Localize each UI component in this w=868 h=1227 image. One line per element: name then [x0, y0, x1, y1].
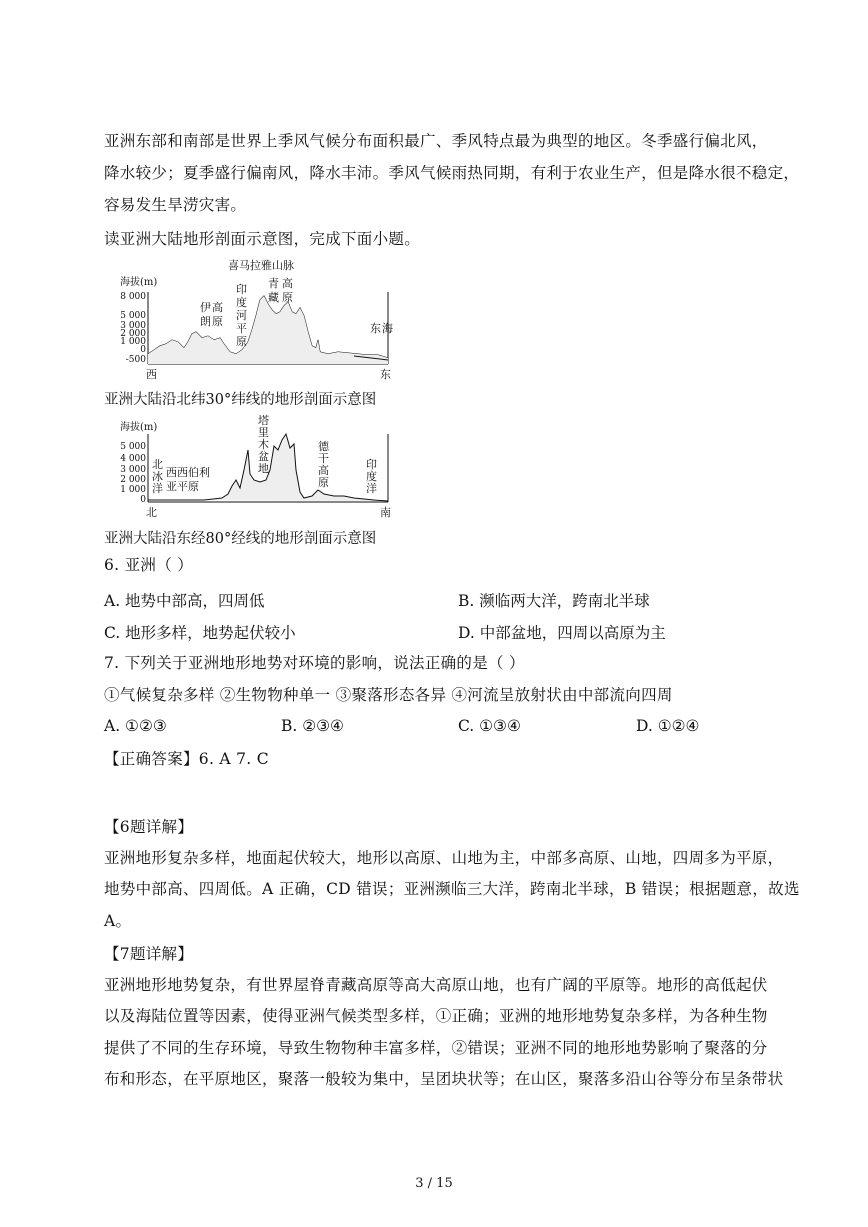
q7-statements: ①气候复杂多样 ②生物物种单一 ③聚落形态各异 ④河流呈放射状由中部流向四周	[104, 686, 673, 704]
north-label: 北	[146, 506, 157, 519]
fig1-caption: 亚洲大陆沿北纬30°纬线的地形剖面示意图	[104, 392, 377, 408]
explain6-line-3: A。	[104, 912, 132, 930]
himalaya-label: 喜马拉雅山脉	[228, 259, 294, 272]
fig2-tick-3000: 3 000	[120, 465, 146, 475]
q6-stem: 6. 亚洲（ ）	[104, 556, 194, 574]
fig1-y-title: 海拔(m)	[120, 277, 158, 288]
explain7-line-2: 以及海陆位置等因素，使得亚洲气候类型多样，①正确；亚洲的地形地势复杂多样，为各种生物	[104, 1007, 768, 1025]
tarim-basin-label: 塔里木盆地	[258, 414, 269, 475]
west-label: 西	[146, 368, 157, 381]
q7-option-b[interactable]: B. ②③④	[281, 717, 344, 735]
fig2-caption: 亚洲大陆沿东经80°经线的地形剖面示意图	[104, 531, 377, 547]
profile-figure-30n	[104, 256, 404, 384]
answer-line: 【正确答案】6. A 7. C	[104, 750, 269, 768]
fig1-tick-5000: 5 000	[120, 311, 146, 321]
fig1-tick-8000: 8 000	[120, 292, 146, 302]
indian-ocean-label: 印度洋	[366, 458, 377, 495]
explain7-line-4: 布和形态，在平原地区，聚落一般较为集中，呈团块状等；在山区，聚落多沿山谷等分布呈条带状	[104, 1070, 784, 1088]
fig1-tick-3000: 3 000	[120, 321, 146, 331]
explain6-line-1: 亚洲地形复杂多样，地面起伏较大，地形以高原、山地为主，中部多高原、山地，四周多为平原，	[104, 849, 784, 867]
indus-plain-label: 印度河平原	[236, 283, 247, 348]
fig1-tick-2000: 2 000	[120, 329, 146, 339]
q7-option-a[interactable]: A. ①②③	[104, 717, 167, 735]
fig2-tick-5000: 5 000	[120, 442, 146, 452]
fig1-tick-neg500: -500	[125, 355, 146, 365]
q7-option-d[interactable]: D. ①②④	[636, 717, 700, 735]
arctic-ocean-label: 北冰洋	[152, 458, 163, 495]
explain7-line-3: 提供了不同的生存环境，导致生物物种丰富多样，②错误；亚洲不同的地形地势影响了聚落的分	[104, 1039, 768, 1057]
q6-option-a[interactable]: A. 地势中部高，四周低	[104, 592, 265, 610]
intro-line-1: 亚洲东部和南部是世界上季风气候分布面积最广、季风特点最为典型的地区。冬季盛行偏北风，	[104, 132, 768, 150]
fig2-tick-4000: 4 000	[120, 454, 146, 464]
fig1-terrain-fill	[148, 296, 388, 364]
explain6-line-2: 地势中部高、四周低。A 正确，CD 错误；亚洲濒临三大洋，跨南北半球，B 错误；根据题意，故选	[104, 880, 800, 898]
q6-option-c[interactable]: C. 地形多样，地势起伏较小	[104, 624, 296, 642]
intro-line-3: 容易发生旱涝灾害。	[104, 196, 247, 214]
fig1-tick-0: 0	[140, 345, 146, 355]
fig2-y-title: 海拔(m)	[120, 422, 158, 433]
q6-option-d[interactable]: D. 中部盆地，四周以高原为主	[458, 624, 666, 642]
q7-option-c[interactable]: C. ①③④	[458, 717, 521, 735]
fig1-tick-1000: 1 000	[120, 337, 146, 347]
fig2-tick-2000: 2 000	[120, 475, 146, 485]
intro-line-2: 降水较少；夏季盛行偏南风，降水丰沛。季风气候雨热同期，有利于农业生产，但是降水很不稳定，	[104, 164, 800, 182]
tibet-plateau-label: 青藏高原	[268, 277, 293, 304]
page-number: 3 / 15	[415, 1176, 453, 1191]
deccan-plateau-label: 德干高原	[318, 440, 329, 489]
instruction: 读亚洲大陆地形剖面示意图，完成下面小题。	[104, 230, 421, 248]
q6-option-b[interactable]: B. 濒临两大洋，跨南北半球	[458, 592, 650, 610]
explain6-title: 【6题详解】	[104, 818, 194, 836]
east-label: 东	[380, 368, 391, 381]
fig2-tick-1000: 1 000	[120, 485, 146, 495]
west-siberian-plain-label: 西西伯利亚平原	[166, 466, 210, 493]
explain7-title: 【7题详解】	[104, 945, 194, 963]
explain7-line-1: 亚洲地形地势复杂，有世界屋脊青藏高原等高大高原山地，也有广阔的平原等。地形的高低起伏	[104, 976, 768, 994]
profile-figure-80e	[104, 410, 404, 522]
east-sea-label: 东海	[370, 322, 393, 335]
iran-plateau-label: 伊朗高原	[200, 301, 223, 328]
south-label: 南	[380, 506, 391, 519]
fig2-tick-0: 0	[140, 495, 146, 505]
q7-stem: 7. 下列关于亚洲地形地势对环境的影响，说法正确的是（ ）	[104, 654, 525, 672]
